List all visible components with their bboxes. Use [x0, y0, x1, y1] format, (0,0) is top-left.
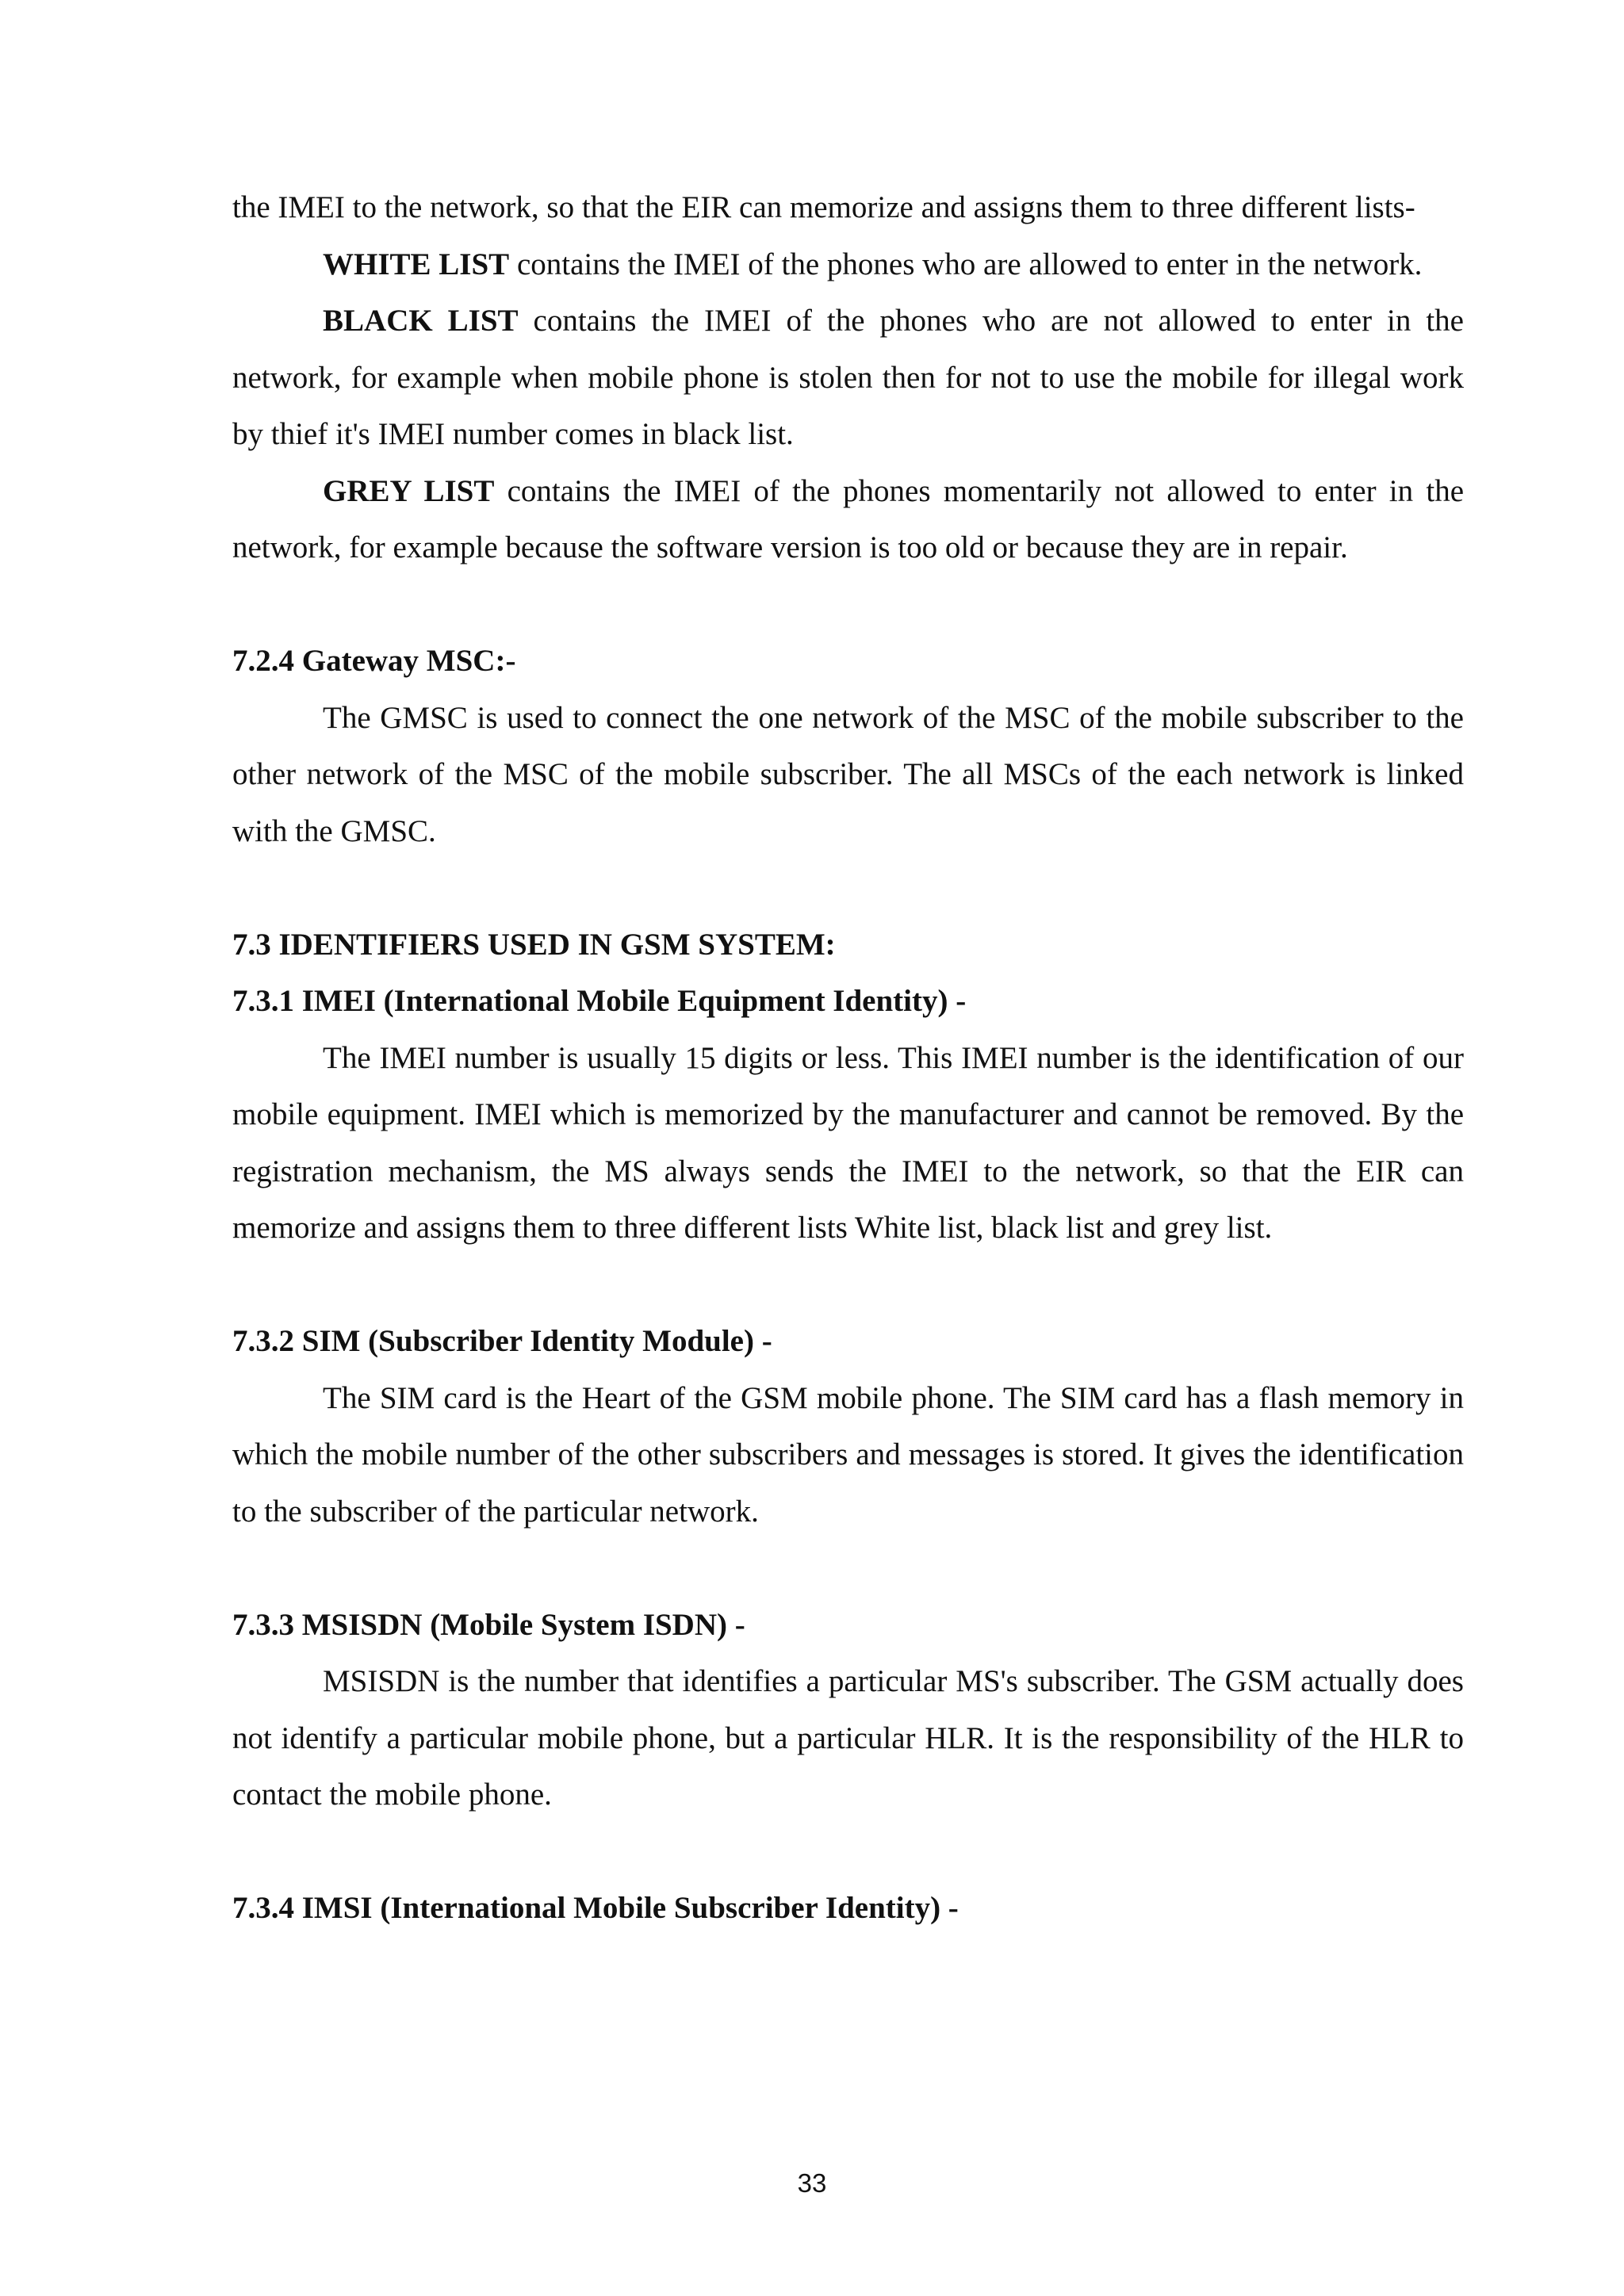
section-gap — [232, 576, 1464, 633]
section-gap — [232, 1257, 1464, 1314]
grey-list-text: contains the IMEI of the phones momentarily not allowed to enter in the network, for example because the software version is too old or because they are in repair. — [232, 473, 1465, 564]
heading-msisdn: 7.3.3 MSISDN (Mobile System ISDN) - — [232, 1607, 745, 1642]
page-number: 33 — [797, 2168, 827, 2198]
heading-gateway-msc: 7.2.4 Gateway MSC:- — [232, 644, 516, 678]
heading-sim: 7.3.2 SIM (Subscriber Identity Module) - — [232, 1324, 772, 1358]
page-content — [232, 179, 1464, 1937]
section-gap — [232, 859, 1464, 916]
gateway-msc-paragraph: The GMSC is used to connect the one network of the MSC of the mobile subscriber to the other network of the MSC of the mobile subscriber. The all MSCs of the each network is linked with the GMSC. — [232, 700, 1464, 848]
black-list-paragraph — [232, 293, 1464, 463]
imei-paragraph: The IMEI number is usually 15 digits or less. This IMEI number is the identification of our mobile equipment. IMEI which is memorized by the manufacturer and cannot be removed. By the registration mechanism, the MS always sends the IMEI to the network, so that the EIR can memorize and assigns them to three different lists White list, black list and grey list. — [232, 1040, 1464, 1245]
section-gap — [232, 1823, 1464, 1881]
msisdn-paragraph: MSISDN is the number that identifies a particular MS's subscriber. The GSM actually does not identify a particular mobile phone, but a particular HLR. It is the responsibility of the HLR to contact the mobile phone. — [232, 1664, 1464, 1812]
heading-imsi: 7.3.4 IMSI (International Mobile Subscriber Identity) - — [232, 1891, 959, 1925]
black-list-term: BLACK LIST — [323, 304, 519, 338]
black-list-text: contains the IMEI of the phones who are not allowed to enter in the network, for example when mobile phone is stolen then for not to use the mobile for illegal work by thief it's IMEI number comes in black list. — [232, 304, 1464, 451]
intro-paragraph: the IMEI to the network, so that the EIR can memorize and assigns them to three different lists- — [232, 190, 1415, 224]
sim-paragraph: The SIM card is the Heart of the GSM mobile phone. The SIM card has a flash memory in which the mobile number of the other subscribers and messages is stored. It gives the identification to the subscriber of the particular network. — [232, 1380, 1464, 1529]
grey-list-paragraph — [232, 463, 1464, 576]
white-list-text: contains the IMEI of the phones who are allowed to enter in the network. — [509, 247, 1423, 281]
grey-list-term: GREY LIST — [323, 473, 495, 508]
white-list-term: WHITE LIST — [323, 247, 510, 281]
heading-identifiers: 7.3 IDENTIFIERS USED IN GSM SYSTEM: — [232, 927, 836, 962]
heading-imei: 7.3.1 IMEI (International Mobile Equipment Identity) - — [232, 984, 967, 1018]
white-list-paragraph — [232, 236, 1464, 293]
section-gap — [232, 1540, 1464, 1597]
